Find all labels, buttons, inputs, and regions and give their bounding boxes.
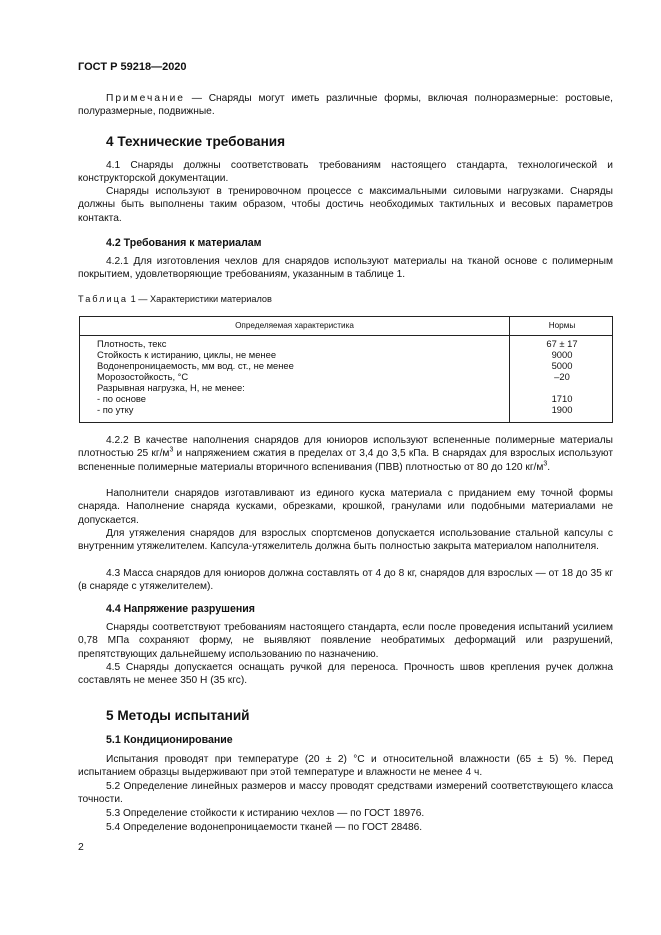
table-row-name: Морозостойкость, °С [97,371,189,382]
table-row-name: - по утку [97,404,134,415]
paragraph-4-1-b: Снаряды используют в тренировочном процессе с максимальными силовыми нагрузками. Снаряды должны быть выполнены таким образом, чтобы достичь необходимых тактильных и весовых параметров контакта. [78,186,613,224]
table-caption [78,294,272,304]
paragraph-4-3: 4.3 Масса снарядов для юниоров должна составлять от 4 до 8 кг, снарядов для взрослых — от 18 до 35 кг (в снаряде с утяжелителем). [78,568,613,593]
page-number: 2 [78,842,84,853]
document-code-header: ГОСТ Р 59218—2020 [78,61,187,73]
paragraph-4-2-2-part-b: и напряжением сжатия в пределах от 3,4 до 3,5 кПа. В снарядах для взрослых используют вспененные полимерные материалы вторичного вспенивания (ПВВ) плотностью от 80 до 120 кг/м [78,448,613,473]
table-row-value: 5000 [551,360,573,371]
subsection-4-2-title: 4.2 Требования к материалам [106,237,262,249]
paragraph-4-1: 4.1 Снаряды должны соответствовать требованиям настоящего стандарта, технологической и конструкторской документации. [78,160,613,185]
superscript-3: 3 [543,460,548,468]
table-row-value: 67 ± 17 [546,338,578,349]
table-row-value: 9000 [551,349,573,360]
table-row-name: Водонепроницаемость, мм вод. ст., не менее [97,360,294,371]
section-4-title: 4 Технические требования [106,134,286,149]
table-header-characteristic: Определяемая характеристика [235,321,354,330]
note-label: Примечание [106,93,185,104]
table-caption-label: Таблица [78,294,129,304]
superscript-3: 3 [169,447,174,455]
paragraph-4-4: Снаряды соответствуют требованиям настоящего стандарта, если после проведения испытаний усилием 0,78 МПа сохраняют форму, не выявляют появление необратимых деформаций или разрушений, препятствующих дальнейшему использованию по назначению. [78,622,613,660]
table-row-value: 1710 [551,393,573,404]
paragraph-4-2-1: 4.2.1 Для изготовления чехлов для снарядов используют материалы на тканой основе с полимерным покрытием, удовлетворяющие требованиям, указанным в таблице 1. [78,256,613,281]
paragraph-5-4: 5.4 Определение водонепроницаемости тканей — по ГОСТ 28486. [106,822,423,833]
note-text: — Снаряды могут иметь различные формы, включая полноразмерные: ростовые, полуразмерные, подвижные. [78,93,613,118]
paragraph-4-2-2 [78,434,613,474]
paragraph-5-2: 5.2 Определение линейных размеров и массу проводят средствами измерений соответствующего класса точности. [78,781,613,806]
table-row-name: Разрывная нагрузка, Н, не менее: [97,382,245,393]
paragraph-4-2-2-part-c: . [547,461,551,473]
paragraph-5-1: Испытания проводят при температуре (20 ± 2) °С и относительной влажности (65 ± 5) %. Перед испытанием образцы выдерживают при этой температуре и влажности не менее 4 ч. [78,754,613,779]
paragraph-fillers: Наполнители снарядов изготавливают из единого куска материала с приданием ему точной формы снаряда. Наполнение снаряда кусками, обрезками, крошкой, гранулами или подобными материалами не допускается. [78,488,613,526]
materials-table [79,316,613,423]
subsection-5-1-title: 5.1 Кондиционирование [106,734,233,746]
table-caption-text: 1 — Характеристики материалов [130,294,272,304]
note-paragraph [78,92,613,119]
subsection-4-4-title: 4.4 Напряжение разрушения [106,603,255,615]
section-5-title: 5 Методы испытаний [106,708,250,723]
paragraph-5-3: 5.3 Определение стойкости к истиранию чехлов — по ГОСТ 18976. [106,808,425,819]
table-header-norms: Нормы [548,321,576,330]
table-row-name: Стойкость к истиранию, циклы, не менее [97,349,277,360]
paragraph-4-5: 4.5 Снаряды допускается оснащать ручкой для переноса. Прочность швов крепления ручек должна составлять не менее 350 Н (35 кгс). [78,662,613,687]
table-row-value: 1900 [551,404,573,415]
paragraph-4-2-2-part-a: 4.2.2 В качестве наполнения снарядов для юниоров используют вспененные полимерные материалы плотностью 25 кг/м [78,435,613,460]
table-row-name: - по основе [97,393,147,404]
table-row-value: –20 [554,371,570,382]
paragraph-weighting: Для утяжеления снарядов для взрослых спортсменов допускается использование стальной капсулы с внутренним утяжелителем. Капсула-утяжелитель должна быть полностью закрыта материалом наполнителя. [78,528,613,553]
table-row-name: Плотность, текс [97,338,167,349]
